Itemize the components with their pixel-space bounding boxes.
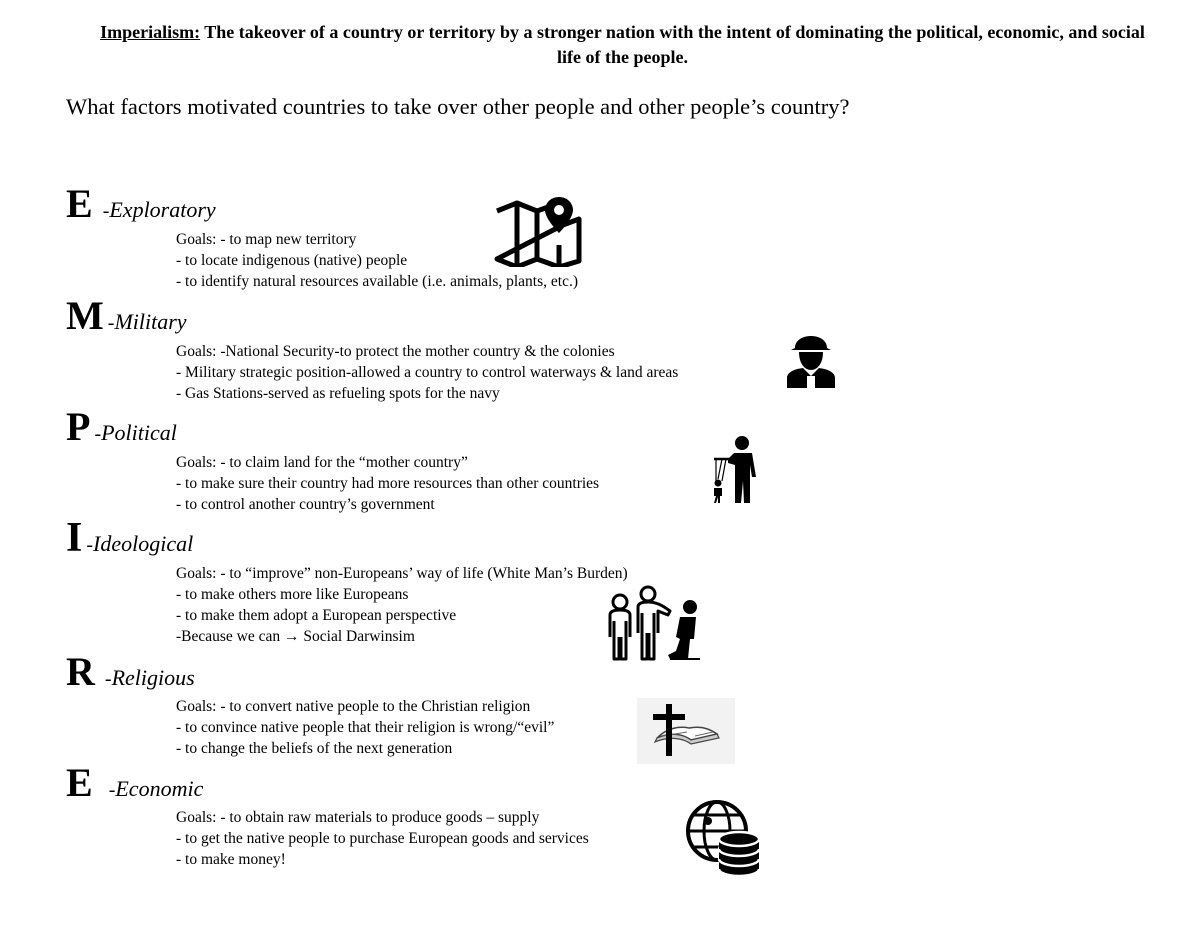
goal-line: - to identify natural resources available (i.e. animals, plants, etc.)	[176, 273, 578, 290]
section-dash: -	[102, 200, 110, 222]
goal-line: Goals: - to claim land for the “mother country”	[176, 454, 468, 471]
section-dash: -	[108, 779, 116, 801]
section-dash: -	[107, 312, 115, 334]
people-group-icon	[606, 585, 704, 661]
section-letter: R	[66, 649, 95, 694]
soldier-icon	[785, 326, 837, 388]
section-letter: E	[66, 760, 93, 805]
goals-military	[176, 341, 678, 404]
map-pin-icon	[493, 195, 583, 267]
goal-line: - to convince native people that their religion is wrong/“evil”	[176, 719, 555, 736]
goal-line: - to control another country’s government	[176, 496, 435, 513]
section-category: Exploratory	[109, 197, 216, 222]
section-heading-economic	[66, 760, 204, 805]
goals-political	[176, 452, 599, 515]
section-heading-religious	[66, 649, 195, 694]
section-category: Ideological	[93, 531, 194, 556]
goal-line: - to make sure their country had more resources than other countries	[176, 475, 600, 492]
goals-ideological	[176, 563, 628, 647]
goal-line: - Gas Stations-served as refueling spots for the navy	[176, 385, 500, 402]
goal-line: - to make them adopt a European perspective	[176, 607, 457, 624]
goal-line: - to make money!	[176, 851, 286, 868]
section-dash: -	[94, 423, 102, 445]
goal-line: Goals: - to “improve” non-Europeans’ way of life (White Man’s Burden)	[176, 565, 628, 582]
goal-line: - to make others more like Europeans	[176, 586, 409, 603]
goal-line: Goals: -National Security-to protect the mother country & the colonies	[176, 343, 615, 360]
section-heading-exploratory	[66, 181, 216, 226]
section-category: Economic	[115, 776, 204, 801]
section-category: Religious	[111, 665, 195, 690]
goals-religious	[176, 696, 554, 759]
section-category: Political	[101, 420, 177, 445]
goal-line: Goals: - to map new territory	[176, 231, 357, 248]
goal-line: - to get the native people to purchase European goods and services	[176, 830, 589, 847]
definition	[90, 20, 1155, 70]
goal-line: -Because we can → Social Darwinsim	[176, 628, 415, 645]
cross-bible-icon	[637, 698, 735, 764]
goal-line: - to change the beliefs of the next generation	[176, 740, 453, 757]
goal-line: - Military strategic position-allowed a country to control waterways & land areas	[176, 364, 679, 381]
section-letter: E	[66, 181, 93, 226]
section-category: Military	[114, 309, 187, 334]
section-heading-ideological	[66, 515, 194, 561]
definition-term: Imperialism:	[100, 22, 201, 42]
section-letter: P	[66, 404, 91, 449]
section-dash: -	[86, 534, 94, 556]
section-dash: -	[104, 668, 112, 690]
goal-line: Goals: - to obtain raw materials to produce goods – supply	[176, 809, 540, 826]
goals-economic	[176, 807, 589, 870]
question: What factors motivated countries to take over other people and other people’s country?	[66, 94, 850, 119]
goal-line: - to locate indigenous (native) people	[176, 252, 408, 269]
globe-coins-icon	[685, 799, 763, 879]
section-letter: M	[66, 293, 104, 338]
definition-text: The takeover of a country or territory by a stronger nation with the intent of dominating the political, economic, and social life of the people.	[204, 22, 1145, 67]
section-heading-political	[66, 404, 177, 449]
puppeteer-icon	[706, 435, 762, 505]
goal-line: Goals: - to convert native people to the Christian religion	[176, 698, 531, 715]
section-letter: I	[66, 515, 83, 561]
section-heading-military	[66, 293, 187, 338]
